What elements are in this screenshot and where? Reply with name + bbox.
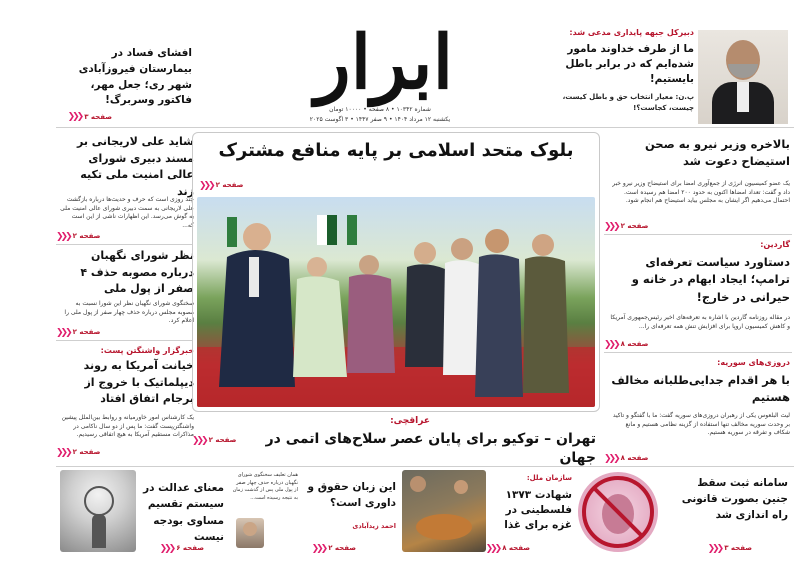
chevrons-icon: ❮❮❮ (604, 222, 618, 232)
right-story3-ref[interactable] (604, 454, 648, 464)
no-sign-icon (578, 472, 658, 552)
middle-story[interactable] (192, 412, 600, 464)
page-ref: صفحه ۲ (72, 448, 101, 456)
page-ref: صفحه ۶ (176, 544, 204, 552)
top-right-headline[interactable]: ما از طرف خداوند مامور شده‌ایم که در برابر باطل بایستیم! (565, 43, 694, 86)
b2-headline[interactable]: شهادت ۱۳۷۳ فلسطینی در غزه برای غذا (504, 489, 572, 532)
left-story2-headline[interactable]: نظر شورای نگهبان درباره مصوبه حذف ۴ صفر از پول ملی (80, 249, 194, 295)
page-ref: صفحه ۲ (72, 232, 101, 240)
left-story3-body: یک کارشناس امور خاورمیانه و روابط بین‌الملل پیشین واشنگتن‌پست گفت: ما پس از دو سال ناکامی در مذاکرات مستقیم آمریکا به هیچ اتفاقی رسیدیم. (61, 414, 194, 439)
page-ref: صفحه ۸ (620, 454, 649, 462)
bottom-story-3[interactable] (230, 470, 400, 558)
masthead (292, 18, 472, 128)
gaza-photo (402, 470, 486, 552)
right-story2-ref[interactable] (604, 340, 648, 350)
chevrons-icon: ❮❮❮ (56, 448, 70, 458)
left-story1-headline[interactable]: شاید علی لاریجانی بر مسند دبیری شورای عالی امنیت ملی تکیه زند (77, 135, 194, 198)
middle-headline[interactable]: تهران – توکیو برای پایان عصر سلاح‌های اتمی در جهان (265, 431, 596, 466)
chevrons-icon: ❮❮❮ (707, 544, 722, 554)
lead-photo (197, 197, 595, 407)
top-left-headline[interactable]: افشای فساد در بیمارستان فیروزآبادی شهر ری؛ جعل مهر، فاکتور وسربرگ! (78, 47, 192, 107)
justice-photo (60, 470, 136, 552)
left-column (56, 130, 194, 470)
right-story2-headline[interactable]: دستاورد سیاست تعرفه‌ای ترامپ؛ ایجاد ابهام در خانه و حیرانی در خارج! (631, 255, 790, 304)
left-story1-body: چند روزی است که حرف و حدیث‌ها درباره بازگشت علی لاریجانی به سمت دبیری شورای عالی امنیت ملی به گوش می‌رسد. این اظهارات ناشی از این است که... (60, 196, 194, 230)
page-ref: صفحه ۲ (72, 328, 101, 336)
page-ref: صفحه ۲ (328, 544, 356, 552)
right-story2-kicker: گاردین: (760, 240, 790, 249)
masthead-title: ابرار (314, 20, 454, 106)
page-ref: صفحه ۳ (724, 544, 752, 552)
left-story3-ref[interactable] (56, 448, 100, 458)
chevrons-icon: ❮❮❮ (67, 112, 82, 122)
b3-ref[interactable] (312, 544, 356, 554)
b1-headline[interactable]: سامانه ثبت سقط جنین بصورت قانونی راه اندازی شد (681, 477, 788, 521)
page-ref: صفحه ۲ (208, 436, 237, 444)
page-ref: صفحه ۲ (215, 181, 244, 189)
bottom-story-2[interactable] (402, 470, 574, 558)
chevrons-icon: ❮❮❮ (159, 544, 174, 554)
b3-author: احمد زیدآبادی (352, 522, 396, 530)
top-left-ref[interactable] (68, 112, 112, 122)
top-divider (56, 127, 794, 128)
left-story3-kicker: خبرگزار واشنگتن پست: (100, 346, 194, 355)
b1-ref[interactable] (708, 544, 752, 554)
masthead-date: یکشنبه ۱۲ مرداد ۱۴۰۴ • ۹ صفر ۱۴۴۷ • ۳ اگوست ۲۰۲۵ (309, 116, 451, 123)
top-left-story[interactable] (56, 46, 192, 124)
lead-photo-figures (197, 197, 595, 407)
chevrons-icon: ❮❮❮ (311, 544, 326, 554)
divider (56, 244, 192, 245)
left-story2-body: سخنگوی شورای نگهبان نظر این شورا نسبت به مصوبه مجلس درباره حذف چهار صفر از پول ملی را اعلام کرد. (64, 300, 194, 325)
b3-body: همان تعلیف سخنگوی شورای نگهبان درباره حذف چهار صفر از پول ملی پس از گذشت زمان به نتیجه رسیده است... (232, 472, 298, 501)
author-photo (236, 518, 264, 548)
right-story3-kicker: دروزی‌های سوریه: (717, 358, 790, 367)
chevrons-icon: ❮❮❮ (56, 328, 70, 338)
right-story1-headline[interactable]: بالاخره وزیر نیرو به صحن استیضاح دعوت شد (644, 137, 790, 169)
lead-ref[interactable] (199, 181, 243, 191)
b4-ref[interactable] (160, 544, 204, 554)
portrait-photo (698, 30, 788, 124)
chevrons-icon: ❮❮❮ (192, 436, 206, 446)
chevrons-icon: ❮❮❮ (485, 544, 500, 554)
right-story3-headline[interactable]: با هر اقدام جدایی‌طلبانه مخالف هستیم (611, 373, 790, 405)
divider (604, 234, 792, 235)
divider (604, 352, 792, 353)
left-story3-headline[interactable]: خیانت آمریکا به روند دیپلماتیک با خروج از برجام اتفاق افتاد (83, 359, 194, 405)
b2-ref[interactable] (486, 544, 530, 554)
left-story1-ref[interactable] (56, 232, 100, 242)
page-ref: صفحه ۲ (620, 222, 649, 230)
chevrons-icon: ❮❮❮ (604, 454, 618, 464)
b2-kicker: سازمان ملل: (526, 474, 572, 482)
left-story2-ref[interactable] (56, 328, 100, 338)
bottom-divider (56, 466, 794, 467)
b3-headline[interactable]: این زبان حقوق و داوری است؟ (307, 481, 396, 509)
page-ref: صفحه ۸ (620, 340, 649, 348)
divider (56, 340, 192, 341)
top-right-story[interactable] (552, 26, 792, 130)
chevrons-icon: ❮❮❮ (199, 181, 213, 191)
page-ref: صفحه ۳ (84, 113, 112, 121)
top-right-body: پ.ن: معیار انتخاب حق و باطل کیست، چیست، کجاست؟! (562, 93, 694, 112)
right-story1-body: یک عضو کمیسیون انرژی از جمع‌آوری امضا برای استیضاح وزیر نیرو خبر داد و گفت: تعداد امضاها اکنون به حدود ۲۰۰ امضا هم رسیده است. احتمال می‌دهیم اگر ایشان به مجلس بیاید استیضاح هم انجام شود. (612, 180, 790, 205)
top-right-kicker: دبیرکل جبهه پایداری مدعی شد: (569, 28, 694, 37)
masthead-issue: شماره ۱۰۳۴۲ • ۸ صفحه • ۱۰۰۰۰ تومان (329, 106, 431, 113)
right-story2-body: در مقاله روزنامه گاردین با اشاره به تعرفه‌های اخیر رئیس‌جمهوری آمریکا و کاهش کمیسیون اروپا برای افزایش تنش همه تعرفه‌ای را... (610, 314, 790, 330)
chevrons-icon: ❮❮❮ (56, 232, 70, 242)
b4-headline[interactable]: معنای عدالت در سیستم تقسیم مساوی بودجه نیست (143, 482, 224, 543)
chevrons-icon: ❮❮❮ (604, 340, 618, 350)
middle-kicker: عراقچی: (390, 416, 430, 426)
lead-story-box[interactable] (192, 132, 600, 412)
right-column (600, 130, 796, 476)
right-story3-body: لیث البلعوس یکی از رهبران دروزی‌های سوریه گفت: ما با گفتگو و تاکید بر وحدت سوریه مخالف تنها استفاده از گزینه نظامی هستیم و مانع شکاف و تفرقه در سوریه هستیم. (612, 412, 790, 437)
bottom-story-1[interactable] (576, 470, 792, 558)
middle-ref[interactable] (192, 436, 236, 446)
lead-headline[interactable]: بلوک متحد اسلامی بر پایه منافع مشترک (218, 140, 574, 161)
right-story1-ref[interactable] (604, 222, 648, 232)
page-ref: صفحه ۸ (502, 544, 530, 552)
bottom-story-4[interactable] (56, 470, 228, 558)
fetus-photo (578, 472, 658, 552)
